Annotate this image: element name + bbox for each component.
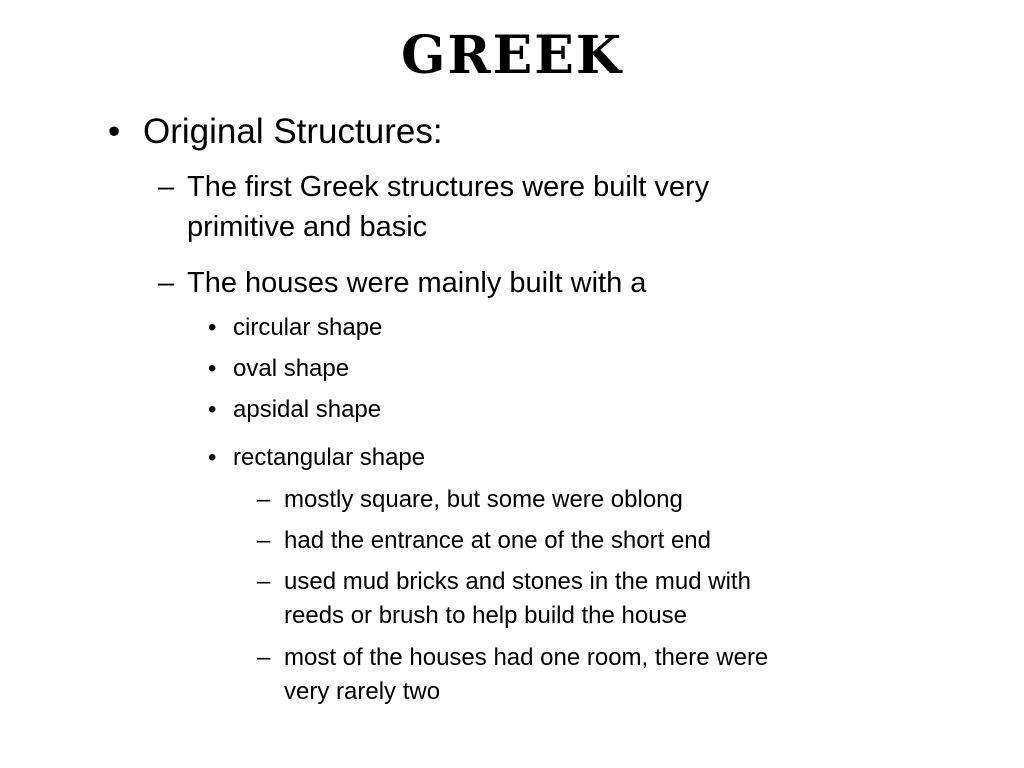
detail-text-line-2: reeds or brush to help build the house	[284, 602, 687, 629]
shape-text: oval shape	[233, 355, 350, 382]
shape-item-oval	[208, 353, 708, 385]
subitem-first-structures	[158, 167, 918, 247]
detail-text: mostly square, but some were oblong	[284, 486, 683, 513]
subitem-text: The houses were mainly built with a	[187, 267, 647, 299]
dash-marker: –	[158, 267, 175, 299]
detail-item-square	[257, 483, 917, 517]
bullet-marker: •	[208, 314, 217, 341]
shape-item-circular	[208, 312, 708, 344]
dash-marker: –	[158, 171, 175, 203]
shape-text: circular shape	[233, 314, 383, 341]
bullet-marker: •	[208, 444, 217, 471]
detail-item-entrance	[257, 524, 917, 558]
bullet-original-structures	[108, 112, 908, 152]
shape-text: apsidal shape	[233, 396, 382, 423]
subitem-text-line-2: primitive and basic	[187, 211, 428, 243]
dash-marker: –	[257, 568, 271, 595]
dash-marker: –	[257, 644, 271, 671]
shape-item-rectangular	[208, 442, 708, 474]
detail-text-line-1: most of the houses had one room, there were	[284, 644, 769, 671]
shape-item-apsidal	[208, 394, 708, 426]
detail-item-materials	[257, 565, 917, 633]
bullet-text: Original Structures:	[143, 112, 443, 151]
detail-text-line-1: used mud bricks and stones in the mud with	[284, 568, 751, 595]
bullet-marker: •	[208, 396, 217, 423]
bullet-marker: •	[108, 112, 121, 151]
subitem-text-line-1: The first Greek structures were built very	[187, 171, 710, 203]
dash-marker: –	[257, 486, 271, 513]
detail-text: had the entrance at one of the short end	[284, 527, 711, 554]
bullet-marker: •	[208, 355, 217, 382]
dash-marker: –	[257, 527, 271, 554]
subitem-houses-built	[158, 263, 918, 303]
slide-title: GREEK	[400, 25, 624, 86]
shape-text: rectangular shape	[233, 444, 426, 471]
detail-item-rooms	[257, 641, 917, 709]
detail-text-line-2: very rarely two	[284, 678, 441, 705]
